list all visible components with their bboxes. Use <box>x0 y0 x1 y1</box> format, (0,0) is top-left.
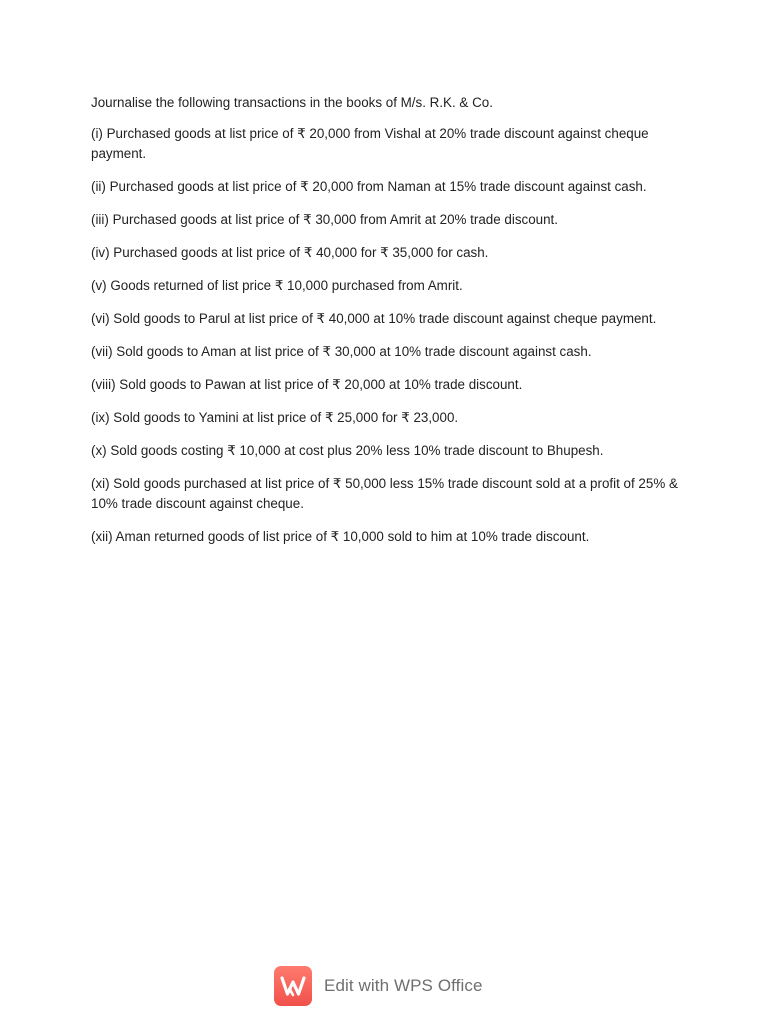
transaction-item: (x) Sold goods costing ₹ 10,000 at cost plus 20% less 10% trade discount to Bhupesh. <box>91 443 604 458</box>
document-body <box>91 93 681 560</box>
transaction-item: (xi) Sold goods purchased at list price of ₹ 50,000 less 15% trade discount sold at a profit of 25% & 10% trade discount against cheque. <box>91 476 678 511</box>
transaction-item: (iii) Purchased goods at list price of ₹ 30,000 from Amrit at 20% trade discount. <box>91 212 558 227</box>
transaction-item: (v) Goods returned of list price ₹ 10,000 purchased from Amrit. <box>91 278 463 293</box>
transaction-item: (viii) Sold goods to Pawan at list price of ₹ 20,000 at 10% trade discount. <box>91 377 523 392</box>
transaction-item: (xii) Aman returned goods of list price of ₹ 10,000 sold to him at 10% trade discount. <box>91 529 590 544</box>
transaction-item: (i) Purchased goods at list price of ₹ 20,000 from Vishal at 20% trade discount against cheque payment. <box>91 126 649 161</box>
wps-office-logo-icon <box>274 966 312 1006</box>
document-intro: Journalise the following transactions in the books of M/s. R.K. & Co. <box>91 95 493 110</box>
edit-with-wps-link[interactable] <box>274 965 483 1006</box>
transaction-item: (vii) Sold goods to Aman at list price of ₹ 30,000 at 10% trade discount against cash. <box>91 344 592 359</box>
transaction-item: (ix) Sold goods to Yamini at list price of ₹ 25,000 for ₹ 23,000. <box>91 410 459 425</box>
edit-with-wps-label: Edit with WPS Office <box>324 975 483 995</box>
transaction-item: (ii) Purchased goods at list price of ₹ 20,000 from Naman at 15% trade discount against cash. <box>91 179 647 194</box>
transaction-item: (vi) Sold goods to Parul at list price of ₹ 40,000 at 10% trade discount against cheque payment. <box>91 311 657 326</box>
transaction-item: (iv) Purchased goods at list price of ₹ 40,000 for ₹ 35,000 for cash. <box>91 245 489 260</box>
